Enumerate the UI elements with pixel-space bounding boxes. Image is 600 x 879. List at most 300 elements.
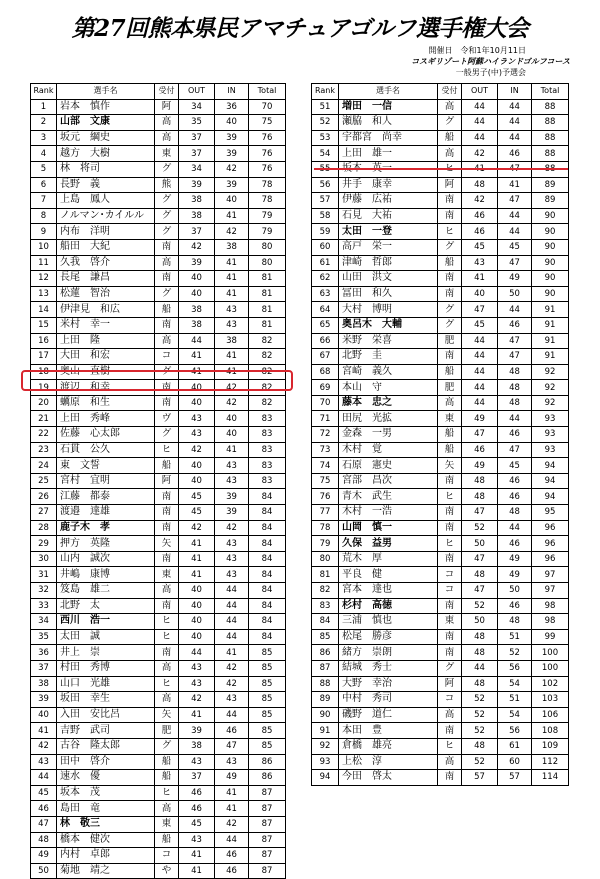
- cell-reception: 南: [438, 349, 462, 365]
- cell-out: 34: [179, 99, 215, 115]
- table-row: [312, 193, 569, 209]
- cell-name: 長尾 謙昌: [57, 271, 155, 287]
- cell-in: 49: [498, 551, 532, 567]
- cell-out: 45: [462, 317, 498, 333]
- cell-out: 43: [179, 832, 215, 848]
- cell-reception: 肥: [438, 380, 462, 396]
- cell-reception: や: [155, 863, 179, 879]
- cell-out: 39: [179, 723, 215, 739]
- cell-out: 41: [179, 364, 215, 380]
- cell-out: 41: [179, 567, 215, 583]
- cell-rank: 93: [312, 754, 339, 770]
- cell-name: 内村 卓郎: [57, 848, 155, 864]
- cell-name: 太田 一登: [339, 224, 438, 240]
- cell-rank: 80: [312, 551, 339, 567]
- cell-rank: 22: [31, 427, 57, 443]
- cell-total: 81: [249, 317, 286, 333]
- cell-name: 平良 健: [339, 567, 438, 583]
- cell-rank: 58: [312, 208, 339, 224]
- cell-name: 林 将司: [57, 161, 155, 177]
- cell-total: 85: [249, 707, 286, 723]
- cell-name: 押方 英隆: [57, 536, 155, 552]
- cell-name: 津崎 哲郎: [339, 255, 438, 271]
- cell-in: 46: [498, 473, 532, 489]
- cell-rank: 61: [312, 255, 339, 271]
- cell-in: 42: [215, 816, 249, 832]
- cell-name: 金森 一男: [339, 427, 438, 443]
- cell-in: 38: [215, 333, 249, 349]
- cell-out: 50: [462, 536, 498, 552]
- table-row: [31, 193, 286, 209]
- cell-out: 37: [179, 770, 215, 786]
- cell-rank: 65: [312, 317, 339, 333]
- cell-in: 56: [498, 723, 532, 739]
- table-row: [31, 785, 286, 801]
- cell-name: 上田 隆: [57, 333, 155, 349]
- results-table-left: [30, 83, 286, 879]
- cell-total: 94: [532, 458, 569, 474]
- cell-out: 47: [462, 505, 498, 521]
- cell-total: 70: [249, 99, 286, 115]
- cell-reception: グ: [155, 427, 179, 443]
- table-row: [31, 848, 286, 864]
- cell-total: 100: [532, 660, 569, 676]
- cell-rank: 27: [31, 505, 57, 521]
- cell-total: 87: [249, 801, 286, 817]
- cell-total: 94: [532, 473, 569, 489]
- table-row: [312, 692, 569, 708]
- cell-reception: 高: [438, 754, 462, 770]
- cell-total: 92: [532, 380, 569, 396]
- cell-rank: 84: [312, 614, 339, 630]
- cell-reception: 矢: [155, 536, 179, 552]
- table-row: [312, 473, 569, 489]
- cell-name: 米野 栄喜: [339, 333, 438, 349]
- cell-total: 93: [532, 427, 569, 443]
- cell-reception: 熊: [155, 177, 179, 193]
- cell-in: 46: [498, 317, 532, 333]
- cell-in: 47: [498, 255, 532, 271]
- cell-out: 37: [179, 146, 215, 162]
- cell-name: 坂元 綱史: [57, 130, 155, 146]
- cell-in: 51: [498, 629, 532, 645]
- cell-total: 106: [532, 707, 569, 723]
- cell-out: 44: [462, 333, 498, 349]
- cell-reception: ヒ: [155, 785, 179, 801]
- cell-rank: 5: [31, 161, 57, 177]
- cell-rank: 3: [31, 130, 57, 146]
- cell-rank: 35: [31, 629, 57, 645]
- cell-out: 57: [462, 770, 498, 786]
- cell-rank: 18: [31, 364, 57, 380]
- table-row: [312, 707, 569, 723]
- cell-total: 87: [249, 785, 286, 801]
- cell-reception: 南: [155, 598, 179, 614]
- cell-reception: 阿: [438, 676, 462, 692]
- cell-reception: グ: [155, 738, 179, 754]
- cell-out: 40: [179, 473, 215, 489]
- cell-total: 84: [249, 583, 286, 599]
- cell-in: 49: [498, 271, 532, 287]
- cell-total: 90: [532, 224, 569, 240]
- col-reception: 受付: [438, 84, 462, 100]
- cell-out: 43: [179, 754, 215, 770]
- cell-name: 宮村 宜明: [57, 473, 155, 489]
- table-row: [31, 99, 286, 115]
- cell-rank: 15: [31, 317, 57, 333]
- cell-rank: 71: [312, 411, 339, 427]
- cell-total: 85: [249, 645, 286, 661]
- cell-total: 97: [532, 567, 569, 583]
- table-row: [312, 614, 569, 630]
- cell-total: 88: [532, 115, 569, 131]
- cell-reception: グ: [438, 239, 462, 255]
- cell-rank: 63: [312, 286, 339, 302]
- cell-rank: 41: [31, 723, 57, 739]
- cell-total: 76: [249, 146, 286, 162]
- cell-rank: 7: [31, 193, 57, 209]
- cell-out: 40: [179, 598, 215, 614]
- cell-reception: 南: [155, 271, 179, 287]
- table-row: [31, 832, 286, 848]
- table-row: [312, 317, 569, 333]
- cell-reception: グ: [155, 286, 179, 302]
- cell-reception: ヒ: [438, 224, 462, 240]
- cell-total: 96: [532, 551, 569, 567]
- cell-reception: グ: [155, 193, 179, 209]
- cell-reception: ヴ: [155, 411, 179, 427]
- cell-name: 吉野 武司: [57, 723, 155, 739]
- cell-name: 渡辺 和幸: [57, 380, 155, 396]
- cell-in: 44: [498, 115, 532, 131]
- cell-name: 久保 益男: [339, 536, 438, 552]
- table-row: [312, 629, 569, 645]
- table-row: [312, 115, 569, 131]
- cell-out: 40: [179, 286, 215, 302]
- cell-rank: 48: [31, 832, 57, 848]
- cell-name: 古谷 隆太郎: [57, 738, 155, 754]
- cell-rank: 78: [312, 520, 339, 536]
- table-row: [31, 629, 286, 645]
- cell-rank: 11: [31, 255, 57, 271]
- cell-in: 48: [498, 364, 532, 380]
- cell-name: ノルマン･カイルル: [57, 208, 155, 224]
- cell-out: 48: [462, 645, 498, 661]
- cell-total: 84: [249, 505, 286, 521]
- cell-name: 木村 一浩: [339, 505, 438, 521]
- cell-rank: 38: [31, 676, 57, 692]
- cell-name: 本山 守: [339, 380, 438, 396]
- cell-in: 43: [215, 536, 249, 552]
- cell-name: 宮部 昌次: [339, 473, 438, 489]
- cell-name: 蠣原 和生: [57, 395, 155, 411]
- table-row: [31, 115, 286, 131]
- cell-in: 41: [215, 255, 249, 271]
- table-row: [312, 349, 569, 365]
- cell-name: 東 文誓: [57, 458, 155, 474]
- cell-total: 78: [249, 177, 286, 193]
- cell-out: 45: [462, 239, 498, 255]
- cell-total: 78: [249, 193, 286, 209]
- cell-out: 47: [462, 427, 498, 443]
- cell-name: 大野 幸治: [339, 676, 438, 692]
- page-title: 第27回熊本県民アマチュアゴルフ選手権大会: [71, 15, 529, 42]
- cell-rank: 45: [31, 785, 57, 801]
- cell-name: 上島 鳳人: [57, 193, 155, 209]
- cell-rank: 60: [312, 239, 339, 255]
- cell-total: 98: [532, 598, 569, 614]
- cell-total: 85: [249, 692, 286, 708]
- cell-rank: 91: [312, 723, 339, 739]
- cell-out: 43: [179, 427, 215, 443]
- cell-name: 今田 啓太: [339, 770, 438, 786]
- cell-reception: 南: [155, 489, 179, 505]
- cell-in: 44: [215, 598, 249, 614]
- cell-in: 56: [498, 660, 532, 676]
- table-row: [31, 317, 286, 333]
- table-row: [31, 692, 286, 708]
- cell-total: 98: [532, 614, 569, 630]
- cell-name: 本田 豊: [339, 723, 438, 739]
- cell-out: 49: [462, 411, 498, 427]
- cell-out: 42: [462, 193, 498, 209]
- cell-rank: 77: [312, 505, 339, 521]
- cell-reception: 南: [438, 723, 462, 739]
- cell-name: 松尾 勝彦: [339, 629, 438, 645]
- cell-in: 42: [215, 520, 249, 536]
- cell-rank: 19: [31, 380, 57, 396]
- cell-out: 42: [179, 442, 215, 458]
- cell-rank: 28: [31, 520, 57, 536]
- cell-rank: 88: [312, 676, 339, 692]
- cell-total: 76: [249, 161, 286, 177]
- cell-in: 60: [498, 754, 532, 770]
- cell-total: 102: [532, 676, 569, 692]
- cell-total: 90: [532, 255, 569, 271]
- cell-in: 47: [498, 333, 532, 349]
- cell-total: 84: [249, 551, 286, 567]
- cell-out: 46: [462, 442, 498, 458]
- cell-name: 長野 義: [57, 177, 155, 193]
- table-row: [312, 645, 569, 661]
- cell-out: 43: [179, 411, 215, 427]
- cell-in: 43: [215, 567, 249, 583]
- cell-in: 44: [498, 99, 532, 115]
- cell-reception: ヒ: [438, 738, 462, 754]
- cell-reception: 南: [438, 645, 462, 661]
- cell-rank: 51: [312, 99, 339, 115]
- cell-out: 40: [179, 395, 215, 411]
- cell-rank: 89: [312, 692, 339, 708]
- cell-in: 41: [215, 286, 249, 302]
- table-row: [31, 239, 286, 255]
- cell-reception: 南: [438, 473, 462, 489]
- cell-name: 石貫 公久: [57, 442, 155, 458]
- cell-rank: 6: [31, 177, 57, 193]
- cell-rank: 9: [31, 224, 57, 240]
- cell-name: 井手 康幸: [339, 177, 438, 193]
- cell-in: 49: [215, 770, 249, 786]
- cell-reception: 南: [155, 380, 179, 396]
- cell-name: 井上 崇: [57, 645, 155, 661]
- table-row: [31, 770, 286, 786]
- table-row: [31, 816, 286, 832]
- cell-in: 46: [215, 863, 249, 879]
- table-row: [312, 505, 569, 521]
- cell-total: 95: [532, 505, 569, 521]
- table-row: [31, 146, 286, 162]
- cell-reception: グ: [438, 115, 462, 131]
- cell-name: 林 敬三: [57, 816, 155, 832]
- col-total: Total: [249, 84, 286, 100]
- cell-out: 40: [179, 614, 215, 630]
- cell-reception: 船: [155, 302, 179, 318]
- table-row: [31, 255, 286, 271]
- cell-total: 83: [249, 411, 286, 427]
- table-header-row: [31, 84, 286, 100]
- cell-in: 54: [498, 676, 532, 692]
- cell-out: 52: [462, 707, 498, 723]
- cell-rank: 2: [31, 115, 57, 131]
- cell-name: 倉橋 雄亮: [339, 738, 438, 754]
- cell-total: 97: [532, 583, 569, 599]
- cell-in: 44: [498, 520, 532, 536]
- cell-reception: ヒ: [155, 614, 179, 630]
- cell-out: 44: [179, 333, 215, 349]
- cell-name: 奥山 直樹: [57, 364, 155, 380]
- cell-reception: 高: [155, 583, 179, 599]
- table-row: [31, 224, 286, 240]
- cell-out: 52: [462, 692, 498, 708]
- table-row: [31, 863, 286, 879]
- cell-reception: 船: [438, 427, 462, 443]
- cell-rank: 21: [31, 411, 57, 427]
- cell-out: 44: [462, 380, 498, 396]
- cell-rank: 49: [31, 848, 57, 864]
- table-row: [312, 177, 569, 193]
- cell-in: 44: [498, 224, 532, 240]
- table-row: [31, 551, 286, 567]
- cell-reception: 南: [155, 505, 179, 521]
- cell-reception: 南: [438, 629, 462, 645]
- cell-in: 38: [215, 239, 249, 255]
- cell-rank: 79: [312, 536, 339, 552]
- cell-name: 井嶋 康博: [57, 567, 155, 583]
- cell-name: 上松 淳: [339, 754, 438, 770]
- cell-out: 39: [179, 255, 215, 271]
- cell-in: 42: [215, 395, 249, 411]
- cell-reception: 南: [438, 551, 462, 567]
- cell-rank: 14: [31, 302, 57, 318]
- table-row: [312, 520, 569, 536]
- cell-in: 48: [498, 395, 532, 411]
- cell-out: 45: [179, 816, 215, 832]
- cell-reception: グ: [155, 364, 179, 380]
- cell-rank: 23: [31, 442, 57, 458]
- cell-in: 39: [215, 489, 249, 505]
- table-row: [31, 333, 286, 349]
- cell-name: 青木 武生: [339, 489, 438, 505]
- cell-out: 43: [179, 676, 215, 692]
- cell-reception: 船: [438, 442, 462, 458]
- event-date: 開催日 令和1年10月11日: [428, 46, 526, 55]
- cell-in: 46: [498, 598, 532, 614]
- cell-total: 80: [249, 255, 286, 271]
- cell-reception: 矢: [438, 458, 462, 474]
- table-row: [31, 754, 286, 770]
- cell-total: 83: [249, 458, 286, 474]
- cell-name: 結城 秀士: [339, 660, 438, 676]
- col-in: IN: [498, 84, 532, 100]
- cell-out: 40: [462, 286, 498, 302]
- cell-in: 51: [498, 692, 532, 708]
- cell-rank: 81: [312, 567, 339, 583]
- cell-rank: 32: [31, 583, 57, 599]
- cell-name: 上田 秀峰: [57, 411, 155, 427]
- cell-rank: 40: [31, 707, 57, 723]
- cell-out: 41: [179, 848, 215, 864]
- cell-total: 90: [532, 286, 569, 302]
- cell-rank: 46: [31, 801, 57, 817]
- cell-name: 江藤 都泰: [57, 489, 155, 505]
- cell-name: 宮崎 義久: [339, 364, 438, 380]
- cell-rank: 74: [312, 458, 339, 474]
- cell-in: 43: [215, 473, 249, 489]
- cell-name: 鹿子木 孝: [57, 520, 155, 536]
- cell-rank: 47: [31, 816, 57, 832]
- cell-name: 村田 秀博: [57, 660, 155, 676]
- col-out: OUT: [179, 84, 215, 100]
- cell-reception: 南: [438, 598, 462, 614]
- cell-reception: 高: [155, 255, 179, 271]
- table-row: [312, 364, 569, 380]
- cell-total: 86: [249, 754, 286, 770]
- table-row: [312, 676, 569, 692]
- cell-rank: 13: [31, 286, 57, 302]
- cell-name: 越方 大樹: [57, 146, 155, 162]
- cell-name: 田尻 光拡: [339, 411, 438, 427]
- col-total: Total: [532, 84, 569, 100]
- cell-total: 91: [532, 317, 569, 333]
- cell-out: 43: [462, 255, 498, 271]
- cell-total: 83: [249, 427, 286, 443]
- table-row: [31, 583, 286, 599]
- table-row: [31, 271, 286, 287]
- cell-out: 41: [179, 349, 215, 365]
- col-rank: Rank: [312, 84, 339, 100]
- cell-name: 大田 和宏: [57, 349, 155, 365]
- cell-rank: 16: [31, 333, 57, 349]
- table-row: [312, 770, 569, 786]
- cell-name: 木村 覚: [339, 442, 438, 458]
- cell-name: 増田 一信: [339, 99, 438, 115]
- cell-reception: コ: [438, 692, 462, 708]
- table-row: [312, 583, 569, 599]
- table-row: [31, 676, 286, 692]
- cell-out: 48: [462, 489, 498, 505]
- highlight-underline-rank-55: [314, 168, 568, 170]
- cell-reception: 南: [438, 193, 462, 209]
- cell-rank: 64: [312, 302, 339, 318]
- cell-out: 52: [462, 723, 498, 739]
- cell-name: 伊津見 和広: [57, 302, 155, 318]
- cell-out: 44: [462, 660, 498, 676]
- cell-in: 44: [215, 583, 249, 599]
- cell-reception: コ: [155, 848, 179, 864]
- cell-total: 84: [249, 520, 286, 536]
- cell-total: 76: [249, 130, 286, 146]
- table-row: [31, 723, 286, 739]
